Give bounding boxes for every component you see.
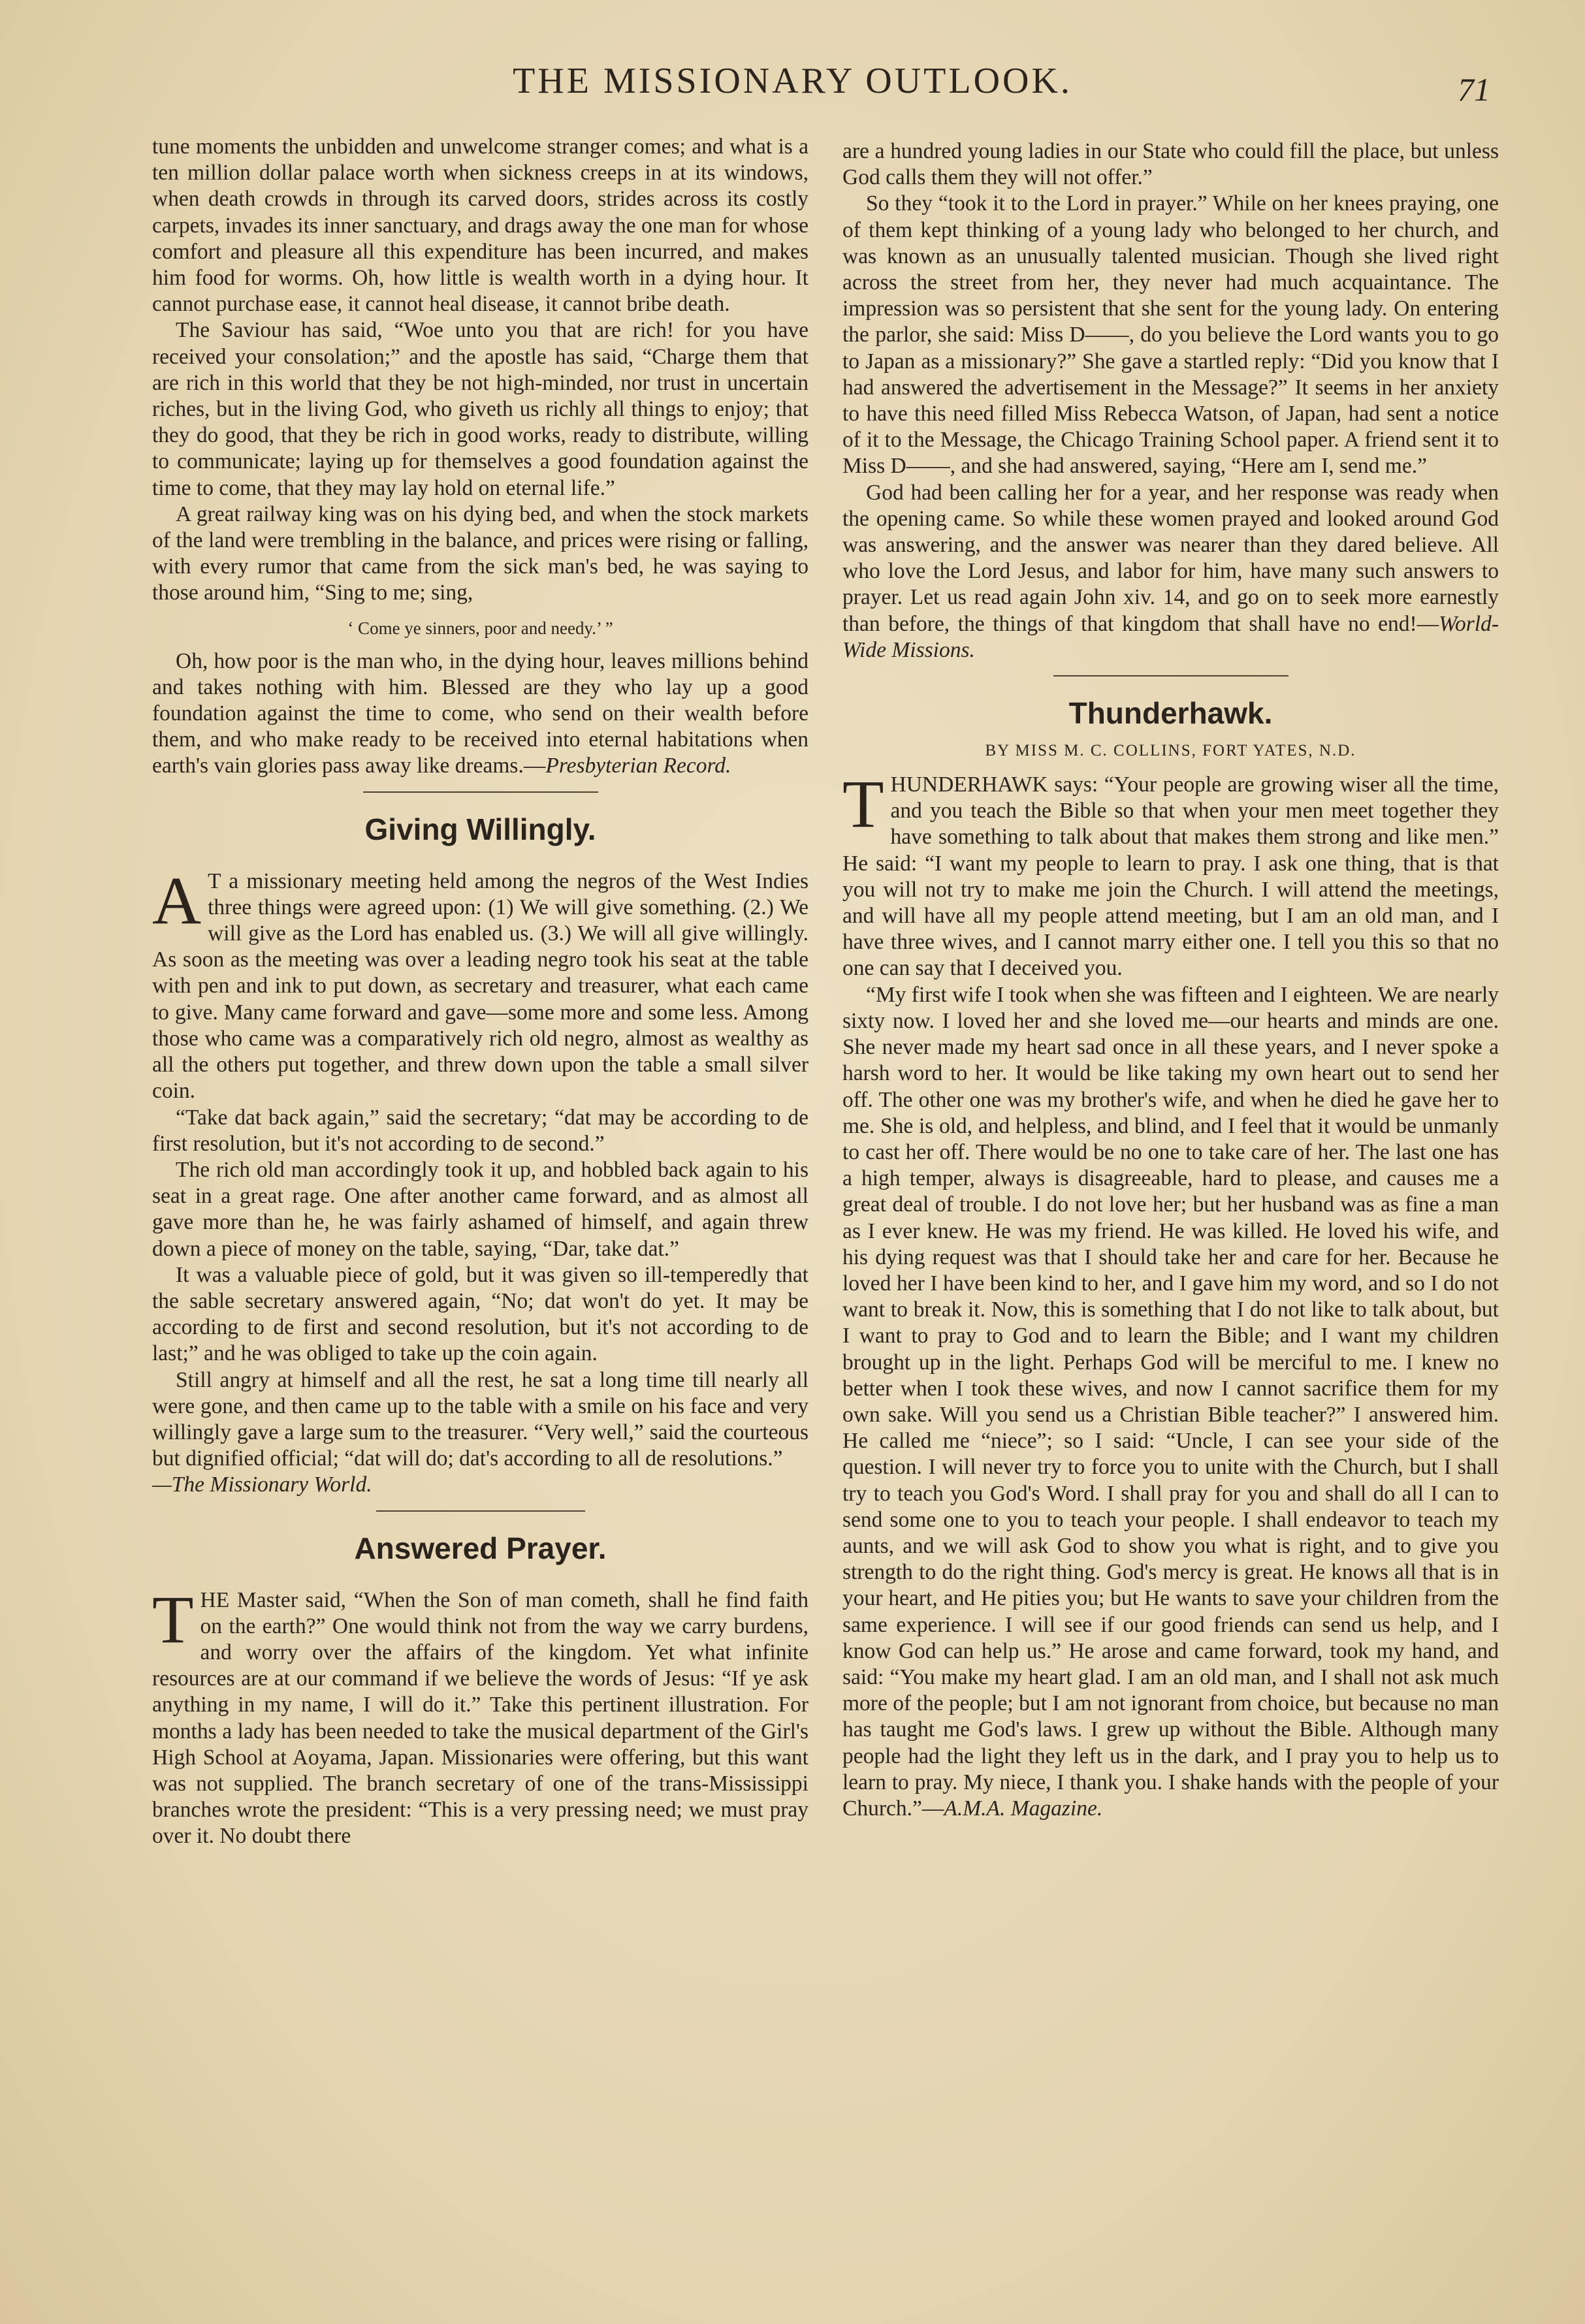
article-paragraph: Still angry at himself and all the rest, he sat a long time till nearly all were gone, and then came up to the table with a smile on his face and very willingly gave a large sum to the treasurer. “Very well,” said the courteous but dignified official; “dat will do; dat's according to all de resolutions.” [152,1367,809,1471]
paragraph-text: Oh, how poor is the man who, in the dying hour, leaves millions behind and takes nothing with him. Blessed are they who lay up a good foundation against the time to come, who send on their wealth before them, and who make ready to be received into eternal habitations when earth's vain glories pass away like dreams.— [152,648,809,778]
article-paragraph [842,982,1499,1823]
section-divider [363,791,598,793]
article-paragraph: are a hundred young ladies in our State who could fill the place, but unless God calls them they will not offer.” [842,139,1499,190]
article-title: Answered Prayer. [354,1531,607,1565]
drop-cap: T [842,767,884,842]
running-head: THE MISSIONARY OUTLOOK. [513,61,1072,101]
byline: BY MISS M. C. COLLINS, FORT YATES, N.D. [985,742,1356,760]
left-column [152,134,809,1850]
source-credit: World-Wide Missions. [842,611,1499,662]
drop-cap: T [152,1582,194,1657]
paragraph-text: “My first wife I took when she was fifteen and I eighteen. We are nearly sixty now. I loved her and she loved me—our hearts and minds are one. She never made my heart sad once in all these years, and I never spoke a harsh word to her. It would be like taking my own heart out to send her off. The other one was my brother's wife, and when he died he gave her to me. She is old, and helpless, and blind, and I feel that it would be unmanly to cast her off. There would be no one to take care of her. The last one has a high temper, always is disagreeable, hard to please, and causes me a great deal of trouble. I do not love her; but her husband was as fine a man as I ever knew. He was my friend. He was killed. He loved his wife, and his dying request was that I should take her and care for her. Because he loved her I have been kind to her, and I gave him my word, and so I do not want to break it. Now, this is something that I do not like to talk about, but I want to pray to God and to learn the Bible; and I want my children brought up in the light. Perhaps God will be merciful to me. I knew no better when I took these wives, and now I cannot sacrifice them for my own sake. Will you send us a Christian Bible teacher?” I answered him. He called me “niece”; so I said: “Uncle, I can see your side of the question. I will never try to force you to unite with the Church, but I shall try to teach you God's Word. I shall pray for you and shall do all I can to send some one to you to teach your people. I shall endeavor to teach my aunts, and we will ask God to show you what is right, and to give you strength to do the right thing. God's mercy is great. He knows all that is in your heart, and He pities you; but He wants to save your children from the same experience. I will see if our good friends can send us help, and I know God can help us.” He arose and came forward, took my hand, and said: “You make my heart glad. I am an old man, and I shall not ask much more of the people; but I am not ignorant from choice, but because no man has taught me God's laws. I grew up without the Bible. Although many people had the light they left us in the dark, and I pray you to help us to learn to pray. My niece, I thank you. I shake hands with the people of your Church.”— [842,982,1499,1821]
article-paragraph [842,767,1499,982]
article-title: Thunderhawk. [1068,696,1273,731]
paragraph-text: HUNDERHAWK says: “Your people are growing wiser all the time, and you teach the Bible so that when your men meet together they have something to talk about that makes them strong and like men.” He said: “I want my people to learn to pray. I ask one thing, that is that you will not try to make me join the Church. I will attend the meetings, and will have all my people attend meeting, but I am an old man, and I have three wives, and I cannot marry either one. I tell you this so that no one can say that I deceived you. [842,772,1499,981]
right-column [842,138,1499,1822]
article-paragraph: A great railway king was on his dying bed, and when the stock markets of the land were trembling in the balance, and prices were rising or falling, with every rumor that came from the sick man's bed, he was saying to those around him, “Sing to me; sing, [152,501,809,605]
section-divider [376,1510,585,1512]
article-paragraph: It was a valuable piece of gold, but it was given so ill-temperedly that the sable secretary answered again, “No; dat won't do yet. It may be according to de first and second resolution, but it's not according to de last;” and he was obliged to take up the coin again. [152,1262,809,1366]
paragraph-text: HE Master said, “When the Son of man cometh, shall he find faith on the earth?” One would think not from the way we carry burdens, and worry over the affairs of the kingdom. Yet what infinite resources are at our command if we believe the words of Jesus: “If ye ask anything in my name, I will do it.” Take this pertinent illustration. For months a lady has been needed to take the musical department of the Girl's High School at Aoyama, Japan. Missionaries were offering, but this want was not supplied. The branch secretary of one of the trans-Mississippi branches wrote the president: “This is a very pressing need; we must pray over it. No doubt there [152,1587,809,1849]
article-paragraph [842,480,1499,663]
article-paragraph [152,648,809,780]
drop-cap: A [152,863,202,938]
section-divider [1053,675,1289,677]
article-paragraph: tune moments the unbidden and unwelcome stranger comes; and what is a ten million dollar palace worth when sickness creeps in at its windows, when death crowds in through its carved doors, strides across its costly carpets, invades its inner sanctuary, and drags away the one man for whose comfort and pleasure all this expenditure has been incurred, and makes him food for worms. Oh, how little is wealth worth in a dying hour. It cannot purchase ease, it cannot heal disease, it cannot bribe death. [152,135,809,317]
hymn-quote: ‘ Come ye sinners, poor and needy.’ ” [347,618,613,638]
source-credit: Presbyterian Record. [545,754,731,778]
source-credit: —The Missionary World. [152,1472,372,1497]
article-paragraph [152,863,809,1105]
article-paragraph: So they “took it to the Lord in prayer.” While on her knees praying, one of them kept thinking of a young lady who belonged to her church, and was known as an unusually talented musician. Though she lived right across the street from her, they never had much acquaintance. The impression was so persistent that she sent for the young lady. On entering the parlor, she said: Miss D——, do you believe the Lord wants you to go to Japan as a missionary?” She gave a startled reply: “Did you know that I had answered the advertisement in the Message?” It seems in her anxiety to have this need filled Miss Rebecca Watson, of Japan, had sent a notice of it to the Message, the Chicago Training School paper. A friend sent it to Miss D——, and she had answered, saying, “Here am I, send me.” [842,191,1499,479]
page-number: 71 [1458,71,1490,108]
article-paragraph: “Take dat back again,” said the secretary; “dat may be according to de first resolution, but it's not according to de second.” [152,1105,809,1156]
article-paragraph [152,1582,809,1850]
paragraph-text: God had been calling her for a year, and her response was ready when the opening came. So while these women prayed and looked around God was answering, and the answer was nearer than they dared believe. All who love the Lord Jesus, and labor for him, have many such answers to prayer. Let us read again John xiv. 14, and go on to seek more earnestly than before, the things of that kingdom that shall have no end!— [842,480,1499,636]
article-paragraph: The rich old man accordingly took it up, and hobbled back again to his seat in a great rage. One after another came forward, and as almost all gave more than he, he was fairly ashamed of himself, and again threw down a piece of money on the table, saying, “Dar, take dat.” [152,1157,809,1261]
paragraph-text: T a missionary meeting held among the negros of the West Indies three things were agreed upon: (1) We will give something. (2.) We will give as the Lord has enabled us. (3.) We will all give willingly. As soon as the meeting was over a leading negro took his seat at the table with pen and ink to put down, as secretary and treasurer, what each came to give. Many came forward and gave—some more and some less. Among those who came was a comparatively rich old negro, almost as wealthy as all the others put together, and threw down upon the table a small silver coin. [152,868,809,1104]
article-title: Giving Willingly. [364,812,596,846]
article-paragraph: The Saviour has said, “Woe unto you that are rich! for you have received your consolation;” and the apostle has said, “Charge them that are rich in this world that they be not high-minded, nor trust in uncertain riches, but in the living God, who giveth us richly all things to enjoy; that they do good, that they be rich in good works, ready to distribute, willing to communicate; laying up for themselves a good foundation against the time to come, that they may lay hold on eternal life.” [152,318,809,500]
source-credit: A.M.A. Magazine. [944,1796,1103,1821]
